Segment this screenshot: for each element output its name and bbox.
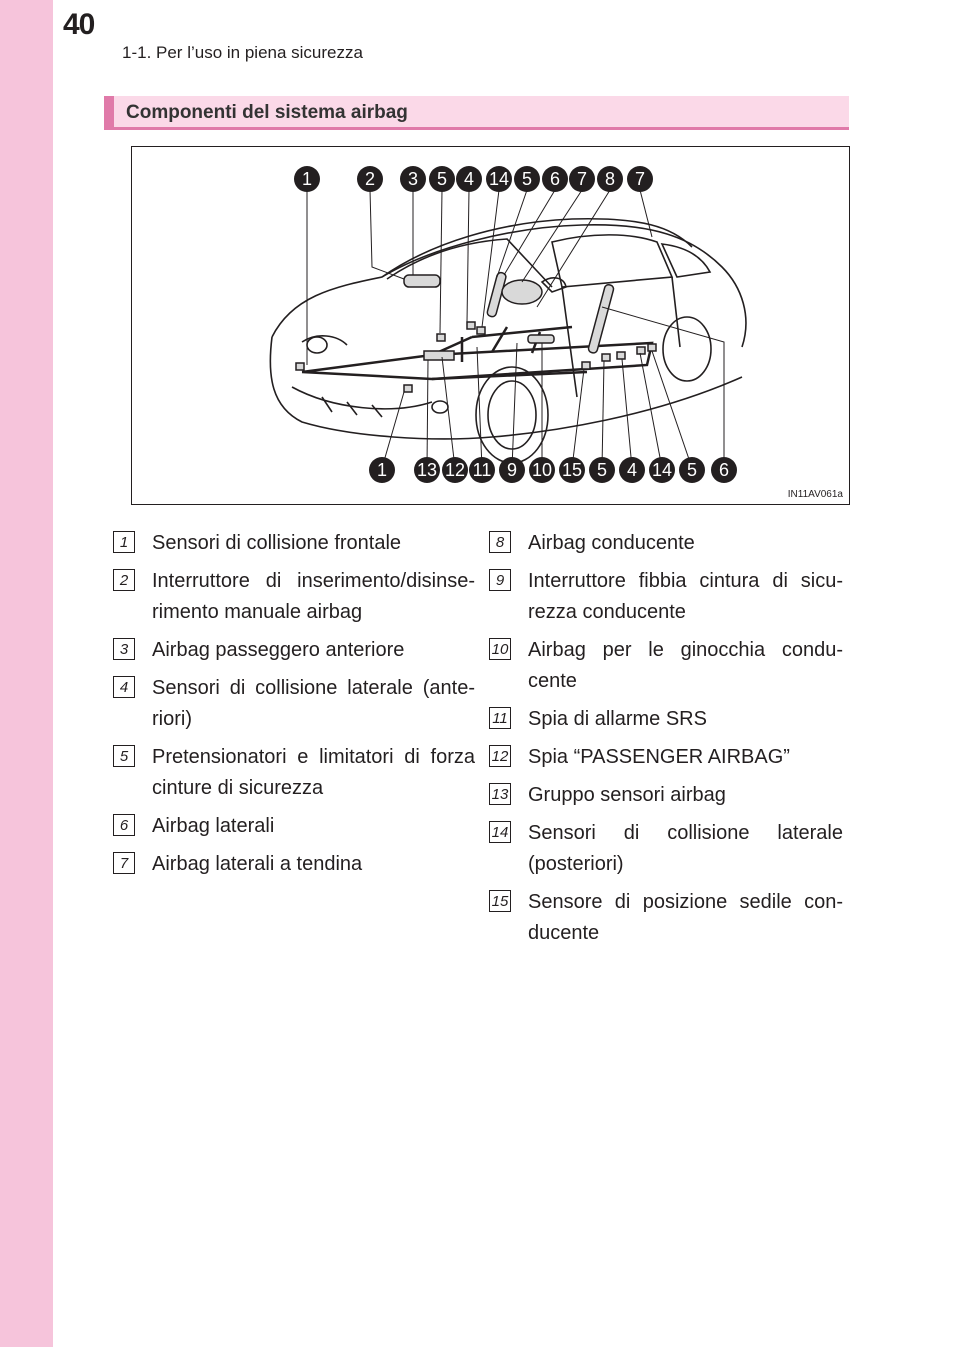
item-text: Airbag laterali a tendina [152, 853, 363, 875]
svg-text:9: 9 [506, 460, 518, 480]
item-text: Spia di allarme SRS [528, 708, 707, 730]
item-text: Spia “PASSENGER AIRBAG” [528, 746, 790, 768]
item-number: 3 [113, 638, 135, 660]
callout-top-2 [357, 166, 383, 192]
side-sensor-3 [477, 327, 485, 334]
callout-bottom-12 [711, 457, 737, 483]
svg-text:2: 2 [364, 169, 376, 189]
side-sensor-6 [617, 352, 625, 359]
item-number: 15 [489, 890, 511, 912]
list-item [119, 635, 475, 666]
svg-text:6: 6 [549, 169, 561, 189]
item-number: 13 [489, 783, 511, 805]
list-item [119, 566, 475, 628]
callout-top-1 [294, 166, 320, 192]
item-number: 14 [489, 821, 511, 843]
legend-left [119, 528, 475, 887]
item-number: 2 [113, 569, 135, 591]
item-text: Sensori di collisione frontale [152, 532, 402, 554]
callout-top-7 [514, 166, 540, 192]
item-text: Airbag conducente [528, 532, 695, 554]
section-title: Componenti del sistema airbag [126, 102, 408, 123]
callout-top-4 [429, 166, 455, 192]
list-item [495, 566, 843, 628]
list-item [491, 887, 843, 949]
callout-bottom-3 [442, 457, 468, 483]
svg-text:14: 14 [651, 460, 673, 480]
svg-text:12: 12 [444, 460, 466, 480]
sensor-assembly [424, 351, 454, 360]
item-text: Gruppo sensori airbag [528, 784, 726, 806]
item-text: Sensori di collisione laterale (posteriori) [528, 822, 843, 875]
front-sensor-l [404, 385, 412, 392]
svg-text:13: 13 [416, 460, 438, 480]
top-callouts [294, 166, 653, 192]
callout-top-6 [486, 166, 512, 192]
list-item [491, 818, 843, 880]
svg-text:15: 15 [561, 460, 583, 480]
svg-text:4: 4 [626, 460, 638, 480]
list-item [119, 811, 475, 842]
item-text: Interruttore di inserimento/disinse-rimento manuale airbag [152, 570, 475, 623]
item-text: Pretensionatori e limitatori di forza cinture di sicurezza [152, 746, 475, 799]
list-item [491, 635, 843, 697]
side-sensor-8 [648, 344, 656, 351]
front-sensor-r [296, 363, 304, 370]
list-item [119, 673, 475, 735]
side-sensor-4 [582, 362, 590, 369]
item-number: 5 [113, 745, 135, 767]
callout-top-9 [569, 166, 595, 192]
item-number: 11 [489, 707, 511, 729]
list-item [119, 849, 475, 880]
svg-text:6: 6 [718, 460, 730, 480]
svg-text:11: 11 [472, 460, 492, 480]
callout-top-10 [597, 166, 623, 192]
svg-text:5: 5 [436, 169, 448, 189]
svg-text:3: 3 [407, 169, 419, 189]
svg-text:10: 10 [531, 460, 553, 480]
item-number: 4 [113, 676, 135, 698]
callout-bottom-10 [649, 457, 675, 483]
list-item [491, 780, 843, 811]
callout-top-11 [627, 166, 653, 192]
curtain-airbag-rear [588, 284, 615, 354]
svg-text:5: 5 [521, 169, 533, 189]
callout-bottom-2 [414, 457, 440, 483]
side-sensor-2 [467, 322, 475, 329]
svg-text:7: 7 [634, 169, 646, 189]
callout-top-5 [456, 166, 482, 192]
svg-text:1: 1 [301, 169, 313, 189]
side-sensor-1 [437, 334, 445, 341]
item-number: 6 [113, 814, 135, 836]
title-accent [104, 96, 114, 127]
item-text: Sensore di posizione sedile con-ducente [528, 891, 843, 944]
svg-text:4: 4 [463, 169, 475, 189]
callout-top-8 [542, 166, 568, 192]
svg-text:8: 8 [604, 169, 616, 189]
side-sensor-7 [637, 347, 645, 354]
airbag-components-figure [131, 146, 850, 505]
bottom-callouts [369, 457, 737, 483]
item-number: 8 [489, 531, 511, 553]
callout-bottom-6 [529, 457, 555, 483]
svg-text:5: 5 [596, 460, 608, 480]
callout-bottom-9 [619, 457, 645, 483]
car-illustration [132, 147, 849, 504]
driver-airbag [502, 280, 542, 304]
item-text: Airbag laterali [152, 815, 275, 837]
side-sensor-5 [602, 354, 610, 361]
item-number: 7 [113, 852, 135, 874]
knee-airbag [528, 335, 554, 343]
callout-bottom-1 [369, 457, 395, 483]
list-item [119, 742, 475, 804]
section-header: 1-1. Per l’uso in piena sicurezza [122, 43, 363, 62]
legend-right [491, 528, 843, 956]
callout-top-3 [400, 166, 426, 192]
svg-text:7: 7 [576, 169, 588, 189]
svg-text:14: 14 [488, 169, 510, 189]
callout-bottom-5 [499, 457, 525, 483]
page-number: 40 [63, 8, 95, 41]
item-text: Airbag passeggero anteriore [152, 639, 405, 661]
car-outline [270, 219, 746, 463]
item-number: 1 [113, 531, 135, 553]
callout-bottom-7 [559, 457, 585, 483]
list-item [492, 704, 843, 735]
item-number: 10 [489, 638, 511, 660]
item-text: Interruttore fibbia cintura di sicu-rezza conducente [528, 570, 843, 623]
callout-bottom-4 [469, 457, 495, 483]
passenger-airbag [404, 275, 440, 287]
callout-bottom-8 [589, 457, 615, 483]
item-number: 12 [489, 745, 511, 767]
callout-bottom-11 [679, 457, 705, 483]
figure-code: IN11AV061a [787, 489, 843, 500]
item-number: 9 [489, 569, 511, 591]
item-text: Airbag per le ginocchia condu-cente [528, 639, 843, 692]
svg-text:1: 1 [376, 460, 388, 480]
svg-text:5: 5 [686, 460, 698, 480]
section-title-bar [104, 96, 849, 130]
list-item [491, 742, 843, 773]
page-side-tab [0, 0, 53, 1347]
item-text: Sensori di collisione laterale (ante-riori) [152, 677, 475, 730]
list-item [119, 528, 475, 559]
list-item [495, 528, 843, 559]
